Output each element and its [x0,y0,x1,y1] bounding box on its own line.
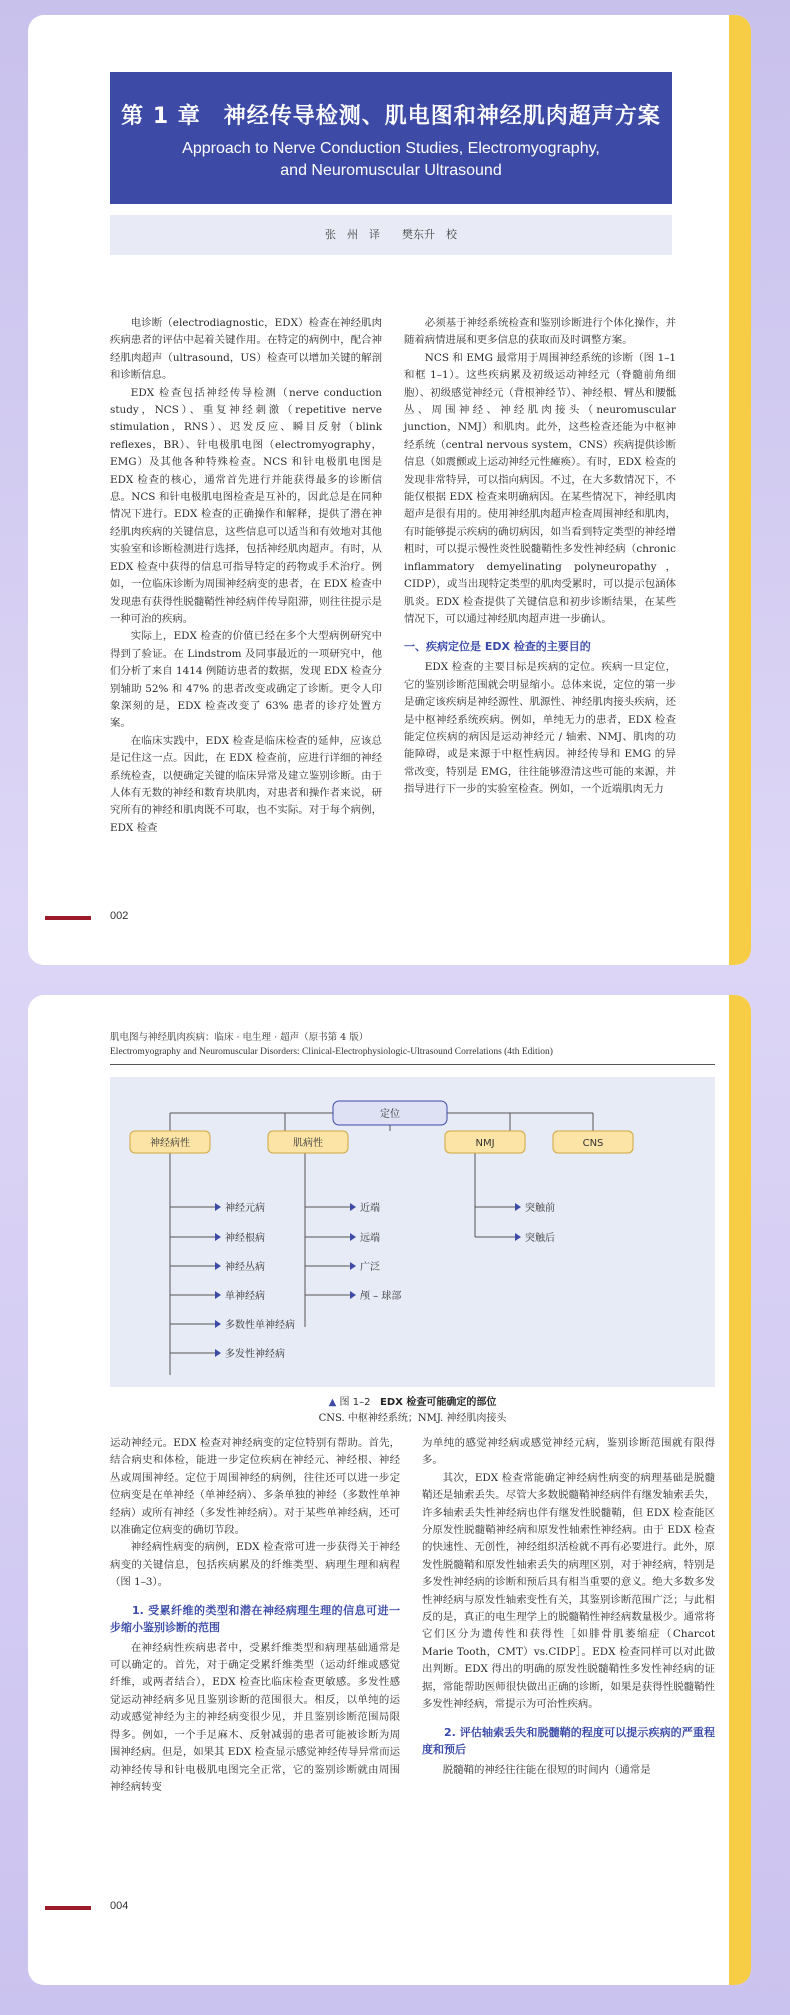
leaf-label: 突触后 [525,1233,555,1244]
category-label: NMJ [475,1138,495,1149]
paragraph: NCS 和 EMG 最常用于周围神经系统的诊断（图 1–1 和框 1–1）。这些疾病累及初级运动神经元（脊髓前角细胞）、初级感觉神经元（背根神经节）、神经根、臂丛和腰骶丛、周围神经、神经肌肉接头（neuromuscular junction，NMJ）和肌肉。此外，这些检查还能为中枢神经系统（central nervous system，CNS）疾病提供诊断信息（如震颤或上运动神经元性瘫痪）。有时，EDX 检查的发现非常特异，可以指向病因。不过，在大多数情况下，不能仅根据 EDX 检查来明确病因。在某些情况下，神经肌肉超声是很有用的。使用神经肌肉超声检查周围神经和肌肉，有时能够提示疾病的确切病因，如当看到特定类型的神经增粗时，可以提示慢性炎性脱髓鞘性多发性神经病（chronic inflammatory demyelinating polyneuropathy，CIDP），或当出现特定类型的肌肉受累时，可以提示包涵体肌炎。EDX 检查提供了关键信息和初步诊断结果，在某些情况下，可以通过神经肌肉超声进一步确认。 [404,351,676,625]
left-column [110,315,382,837]
leaf-label: 神经根病 [225,1233,265,1244]
paragraph: 在神经病性疾病患者中，受累纤维类型和病理基础通常是可以确定的。首先，对于确定受累纤维类型（运动纤维或感觉纤维，或两者结合），EDX 检查比临床检查更敏感。多发性感觉运动神经病多见且鉴别诊断的范围很大。相反，以单纯的运动或感觉神经为主的神经病变很少见，并且鉴别诊断范围局限得多。例如，一个手足麻木、反射减弱的患者可能被诊断为周围神经病。但是，如果其 EDX 检查显示感觉神经传导异常而运动神经传导和针电极肌电图完全正常，它的鉴别诊断就由周围神经病转变 [110,1641,400,1793]
section-heading: 1. 受累纤维的类型和潜在神经病理生理的信息可进一步缩小鉴别诊断的范围 [110,1603,400,1634]
figure-1-2 [110,1077,715,1387]
leaf-label: 多发性神经病 [225,1349,285,1360]
category-label: 神经病性 [150,1138,190,1149]
caption-title: EDX 检查可能确定的部位 [380,1397,497,1408]
page-004 [28,995,729,1985]
paragraph: 脱髓鞘的神经往往能在很短的时间内（通常是 [442,1763,651,1776]
running-head [110,1030,715,1065]
running-head-en: Electromyography and Neuromuscular Disorders: Clinical-Electrophysiologic-Ultrasound Correlations (4th Edition) [110,1047,553,1057]
paragraph: EDX 检查包括神经传导检测（nerve conduction study，NCS）、重复神经刺激（repetitive nerve stimulation，RNS）、迟发反应、瞬目反射（blink reflexes，BR）、针电极肌电图（electromyography，EMG）及其他各种特殊检查。NCS 和针电极肌电图是 EDX 检查的核心，通常首先进行并能获得最多的诊断信息。NCS 和针电极肌电图检查是互补的，因此总是在同种情况下进行。EDX 检查的正确操作和解释，提供了潜在神经肌肉疾病的关键信息，这些信息可以适当和有效地对其他实验室和诊断检测进行选择，包括神经肌肉超声。有时，从 EDX 检查中获得的信息可指导特定的药物或手术治疗。例如，一位临床诊断为周围神经病变的患者，在 EDX 检查中发现患有获得性脱髓鞘性神经病伴传导阻滞，则往往提示是一种可治的疾病。 [110,386,382,625]
leaf-label: 近端 [360,1203,380,1214]
paragraph: 神经病性病变的病例，EDX 检查常可进一步获得关于神经病变的关键信息，包括疾病累及的纤维类型、病理生理和病程（图 1–3）。 [110,1541,400,1589]
category-label: 肌病性 [293,1138,323,1149]
paragraph: 实际上，EDX 检查的价值已经在多个大型病例研究中得到了验证。在 Lindstrom 及同事最近的一项研究中，他们分析了来自 1414 例随访患者的数据，发现 EDX 检查分别辅助 52% 和 47% 的患者改变或确定了诊断。更令人印象深刻的是，EDX 检查改变了 63% 患者的诊疗处置方案。 [110,630,382,730]
localization-diagram [110,1077,715,1387]
page-number-bar [45,1906,91,1910]
category-label: CNS [582,1138,604,1149]
leaf-label: 突触前 [525,1203,555,1214]
figure-caption [110,1395,715,1427]
page-002 [28,15,729,965]
left-column [110,1435,400,1796]
leaf-label: 单神经病 [225,1291,265,1302]
running-head-zh: 肌电图与神经肌肉疾病：临床 · 电生理 · 超声（原书第 4 版） [110,1032,369,1043]
caption-label: 图 1–2 [339,1397,371,1408]
root-node-label: 定位 [380,1109,400,1120]
chapter-banner [110,72,672,204]
caption-triangle-icon: ▲ [328,1397,337,1408]
section-heading: 一、疾病定位是 EDX 检查的主要目的 [404,640,591,654]
chapter-title-zh: 第 1 章 神经传导检测、肌电图和神经肌肉超声方案 [121,104,661,129]
paragraph: EDX 检查的主要目标是疾病的定位。疾病一旦定位，它的鉴别诊断范围就会明显缩小。总体来说，定位的第一步是确定该疾病是神经源性、肌源性、神经肌肉接头疾病，还是中枢神经系统疾病。例如，单纯无力的患者，EDX 检查能定位疾病的病因是运动神经元 / 轴索、NMJ、肌肉的功能障碍，或是来源于中枢性病因。神经传导和 EMG 的异常改变，特别是 EMG，往往能够澄清这些可能的来源，并指导进行下一步的实验室检查。例如，一个近端肌肉无力 [404,661,676,796]
paragraph: 电诊断（electrodiagnostic，EDX）检查在神经肌肉疾病患者的评估中起着关键作用。在特定的病例中，配合神经肌肉超声（ultrasound，US）检查可以增加关键的解剖和诊断信息。 [110,317,382,382]
paragraph: 运动神经元。EDX 检查对神经病变的定位特别有帮助。首先，结合病史和体检，能进一步定位疾病在神经元、神经根、神经丛或周围神经。定位于周围神经的病例，往往还可以进一步定位病变是在单神经（单神经病）、多条单独的神经（多数性单神经病）或所有神经（多发性神经病）。对于某些单神经病，还可以准确定位病变的确切节段。 [110,1437,400,1537]
page-number: 002 [110,910,129,922]
caption-note: CNS. 中枢神经系统；NMJ. 神经肌肉接头 [318,1413,507,1424]
leaf-label: 颅 – 球部 [360,1291,402,1302]
leaf-label: 广泛 [360,1262,380,1273]
page-card-1 [28,15,751,965]
page-number-bar [45,916,91,920]
leaf-label: 神经丛病 [225,1262,265,1273]
right-column [404,315,676,799]
paragraph: 必须基于神经系统检查和鉴别诊断进行个体化操作，并随着病情进展和更多信息的获取而及时调整方案。 [404,317,676,347]
page-number: 004 [110,1900,129,1912]
leaf-label: 多数性单神经病 [225,1320,295,1331]
chapter-title-en: Approach to Nerve Conduction Studies, Electromyography, and Neuromuscular Ultrasound [182,140,600,179]
section-heading: 2. 评估轴索丢失和脱髓鞘的程度可以提示疾病的严重程度和预后 [422,1725,715,1756]
paragraph: 其次，EDX 检查常能确定神经病性病变的病理基础是脱髓鞘还是轴索丢失。尽管大多数脱髓鞘神经病伴有继发轴索丢失，许多轴索丢失性神经病也伴有继发性脱髓鞘，但 EDX 检查能区分原发性脱髓鞘神经病和原发性轴索性神经病。由于 EDX 检查的快速性、无创性，神经组织活检就不再有必要进行。此外，原发性脱髓鞘和原发性轴索丢失的病理区别，对于神经病，特别是多发性神经病的诊断和预后具有相当重要的意义。绝大多数多发性神经病与原发性轴索变性有关，其鉴别诊断范围广泛；与此相反的是，真正的电生理学上的脱髓鞘性神经病数量极少。通常将它们区分为遗传性和获得性［如腓骨肌萎缩症（Charcot Marie Tooth，CMT）vs.CIDP］。EDX 检查同样可以对此做出判断。EDX 得出的明确的原发性脱髓鞘性多发性神经病的证据，常能帮助医师很快做出正确的诊断，如果是获得性脱髓鞘性多发性神经病，常提示为可治性疾病。 [422,1471,715,1711]
leaf-label: 远端 [360,1233,380,1244]
paragraph: 在临床实践中，EDX 检查是临床检查的延伸，应该总是记住这一点。因此，在 EDX 检查前，应进行详细的神经系统检查，以便确定关键的临床异常及建立鉴别诊断。由于人体有无数的神经和数育块肌肉，对患者和操作者来说，研究所有的神经和肌肉既不可取，也不实际。对于每个病例，EDX 检查 [110,734,382,834]
translator-line: 张 州 译 樊东升 校 [110,215,672,255]
paragraph: 为单纯的感觉神经病或感觉神经元病，鉴别诊断范围就有限得多。 [422,1437,715,1467]
leaf-label: 神经元病 [225,1203,265,1214]
right-column [422,1435,715,1779]
page-card-2 [28,995,751,1985]
